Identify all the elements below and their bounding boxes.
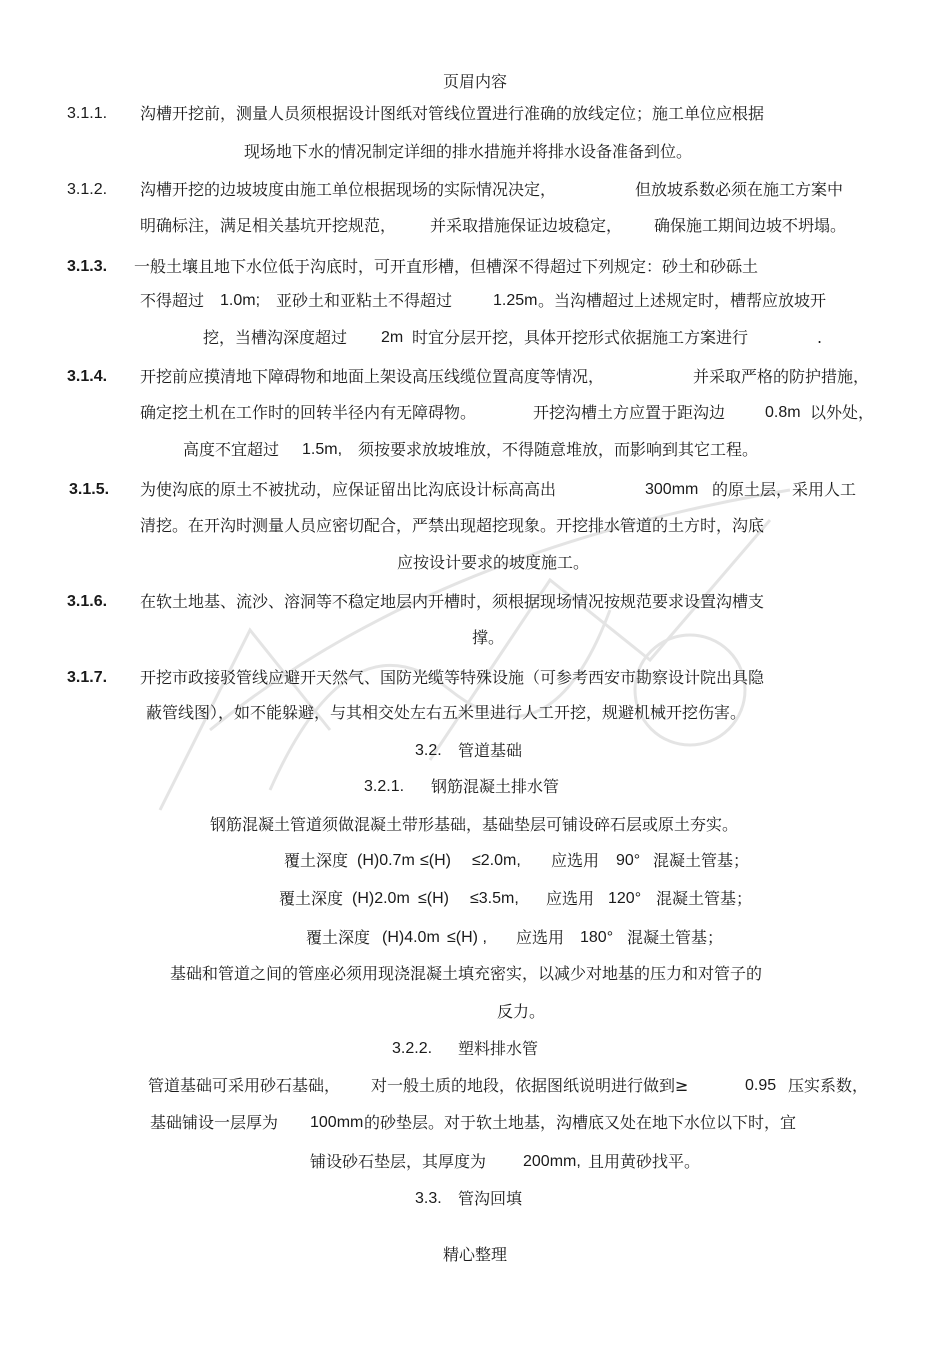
spec-row-value: ≤3.5m, bbox=[470, 890, 519, 907]
paragraph-line: 开挖沟槽土方应置于距沟边 bbox=[533, 403, 726, 422]
paragraph-line: 1.25m bbox=[493, 292, 538, 309]
section-number: 3.2. bbox=[415, 742, 442, 759]
spec-row-text: 混凝土管基； bbox=[656, 889, 753, 908]
spec-row-value: (H)4.0m bbox=[382, 929, 440, 946]
paragraph-line: 1.5m, bbox=[302, 441, 343, 458]
paragraph-line: 不得超过 bbox=[140, 291, 205, 310]
paragraph-line: 在软土地基、流沙、溶洞等不稳定地层内开槽时，须根据现场情况按规范要求设置沟槽支 bbox=[140, 592, 765, 611]
spec-row-text: 应选用 bbox=[546, 889, 595, 908]
paragraph-line: 100mm bbox=[310, 1114, 364, 1131]
paragraph-line: . bbox=[817, 328, 823, 347]
section-title: 管道基础 bbox=[458, 741, 523, 760]
paragraph-line: 并采取措施保证边坡稳定， bbox=[430, 216, 623, 235]
paragraph-line: 须按要求放坡堆放，不得随意堆放，而影响到其它工程。 bbox=[358, 440, 759, 459]
page-header: 页眉内容 bbox=[442, 72, 507, 91]
spec-row-value: ≤(H) , bbox=[447, 929, 487, 946]
spec-row-label: 覆土深度 bbox=[284, 851, 349, 870]
section-number: 3.1.5. bbox=[69, 481, 110, 498]
paragraph-line: 撑。 bbox=[472, 628, 505, 647]
spec-row-angle: 120° bbox=[608, 890, 642, 907]
paragraph-line: 300mm bbox=[645, 481, 699, 498]
paragraph-line: 清挖。在开沟时测量人员应密切配合，严禁出现超挖现象。开挖排水管道的土方时，沟底 bbox=[140, 516, 765, 535]
spec-row-label: 覆土深度 bbox=[306, 928, 371, 947]
paragraph-line: 基础和管道之间的管座必须用现浇混凝土填充密实，以减少对地基的压力和对管子的 bbox=[170, 964, 763, 983]
paragraph-line: 以外处， bbox=[810, 403, 875, 422]
section-number: 3.1.4. bbox=[67, 368, 108, 385]
paragraph-line: 0.95 bbox=[745, 1077, 777, 1094]
paragraph-line: 确保施工期间边坡不坍塌。 bbox=[654, 216, 847, 235]
page-footer: 精心整理 bbox=[442, 1245, 507, 1264]
section-number: 3.1.6. bbox=[67, 593, 108, 610]
paragraph-line: 压实系数， bbox=[788, 1076, 869, 1095]
paragraph-line: 。当沟槽超过上述规定时，槽帮应放坡开 bbox=[538, 291, 827, 310]
spec-row-value: (H)0.7m bbox=[357, 852, 415, 869]
spec-row-angle: 180° bbox=[580, 929, 614, 946]
paragraph-line: 开挖市政接驳管线应避开天然气、国防光缆等特殊设施（可参考西安市勘察设计院出具隐 bbox=[140, 668, 765, 687]
paragraph-line: 基础铺设一层厚为 bbox=[150, 1113, 279, 1132]
paragraph-line: 的砂垫层。对于软土地基，沟槽底又处在地下水位以下时，宜 bbox=[364, 1113, 797, 1132]
spec-row-value: ≤2.0m, bbox=[472, 852, 521, 869]
spec-row-value: ≤(H) bbox=[420, 852, 451, 869]
section-title: 钢筋混凝土排水管 bbox=[431, 777, 560, 796]
spec-row-value: ≤(H) bbox=[418, 890, 449, 907]
paragraph-line: 确定挖土机在工作时的回转半径内有无障碍物。 bbox=[140, 403, 477, 422]
paragraph-line: 现场地下水的情况制定详细的排水措施并将排水设备准备到位。 bbox=[244, 142, 693, 161]
spec-row-value: (H)2.0m bbox=[352, 890, 410, 907]
paragraph-line: 挖，当槽沟深度超过 bbox=[203, 328, 348, 347]
paragraph-line: 0.8m bbox=[765, 404, 801, 421]
paragraph-line: 钢筋混凝土管道须做混凝土带形基础，基础垫层可铺设碎石层或原土夯实。 bbox=[210, 815, 739, 834]
spec-row-label: 覆土深度 bbox=[279, 889, 344, 908]
paragraph-line: 高度不宜超过 bbox=[183, 440, 280, 459]
section-number: 3.1.3. bbox=[67, 258, 108, 275]
section-number: 3.1.7. bbox=[67, 669, 108, 686]
paragraph-line: 但放坡系数必须在施工方案中 bbox=[635, 180, 844, 199]
paragraph-line: 一般土壤且地下水位低于沟底时，可开直形槽，但槽深不得超过下列规定：砂土和砂砾土 bbox=[134, 257, 759, 276]
paragraph-line: 反力。 bbox=[497, 1002, 546, 1021]
paragraph-line: 沟槽开挖的边坡坡度由施工单位根据现场的实际情况决定， bbox=[140, 180, 557, 199]
paragraph-line: 应按设计要求的坡度施工。 bbox=[397, 553, 590, 572]
paragraph-line: 2m bbox=[381, 329, 404, 346]
paragraph-line: 200mm, bbox=[523, 1153, 581, 1170]
paragraph-line: 并采取严格的防护措施， bbox=[693, 367, 870, 386]
paragraph-line: 亚砂土和亚粘土不得超过 bbox=[276, 291, 453, 310]
paragraph-line: 蔽管线图），如不能躲避，与其相交处左右五米里进行人工开挖，规避机械开挖伤害。 bbox=[146, 703, 747, 722]
paragraph-line: 开挖前应摸清地下障碍物和地面上架设高压线缆位置高度等情况， bbox=[140, 367, 605, 386]
paragraph-line: 1.0m; bbox=[220, 292, 261, 309]
spec-row-text: 混凝土管基； bbox=[627, 928, 724, 947]
section-title: 管沟回填 bbox=[458, 1189, 523, 1208]
paragraph-line: 为使沟底的原土不被扰动，应保证留出比沟底设计标高高出 bbox=[140, 480, 557, 499]
spec-row-text: 应选用 bbox=[516, 928, 565, 947]
spec-row-text: 应选用 bbox=[551, 851, 600, 870]
paragraph-line: 明确标注，满足相关基坑开挖规范， bbox=[140, 216, 397, 235]
paragraph-line: 铺设砂石垫层，其厚度为 bbox=[310, 1152, 487, 1171]
section-title: 塑料排水管 bbox=[458, 1039, 539, 1058]
paragraph-line: 沟槽开挖前，测量人员须根据设计图纸对管线位置进行准确的放线定位；施工单位应根据 bbox=[140, 104, 765, 123]
section-number: 3.1.1. bbox=[67, 105, 108, 122]
paragraph-line: 时宜分层开挖，具体开挖形式依据施工方案进行 bbox=[412, 328, 749, 347]
paragraph-line: 且用黄砂找平。 bbox=[588, 1152, 701, 1171]
section-number: 3.2.2. bbox=[392, 1040, 433, 1057]
paragraph-line: 对一般土质的地段，依据图纸说明进行做到≥ bbox=[371, 1076, 689, 1095]
spec-row-text: 混凝土管基； bbox=[653, 851, 750, 870]
section-number: 3.1.2. bbox=[67, 181, 108, 198]
paragraph-line: 管道基础可采用砂石基础， bbox=[148, 1076, 341, 1095]
paragraph-line: 的原土层，采用人工 bbox=[712, 480, 857, 499]
section-number: 3.2.1. bbox=[364, 778, 405, 795]
section-number: 3.3. bbox=[415, 1190, 442, 1207]
spec-row-angle: 90° bbox=[616, 852, 641, 869]
